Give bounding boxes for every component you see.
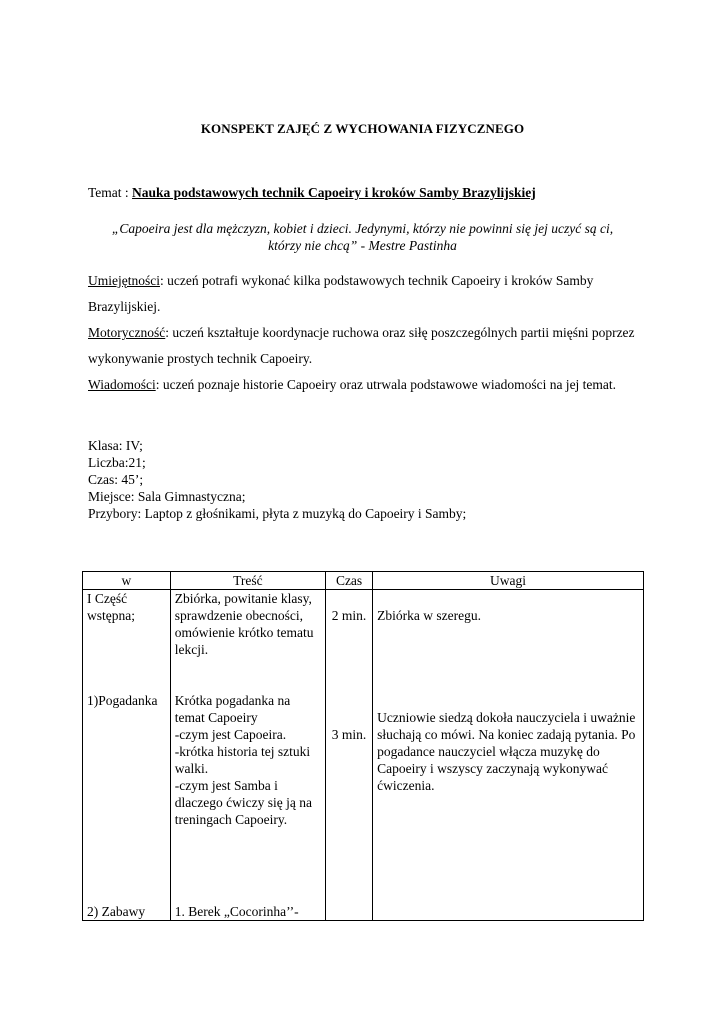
table-header-row: [83, 572, 644, 590]
row2-content-line: Krótka pogadanka na temat Capoeiry: [174, 693, 291, 725]
row2-time: 3 min.: [331, 727, 367, 742]
row2-content-line: -krótka historia tej sztuki walki.: [174, 744, 311, 776]
goal-motor-text: : uczeń kształtuje koordynacje ruchowa oraz siłę poszczególnych partii mięśni poprzez wykonywanie prostych technik Capoeiry.: [88, 325, 635, 366]
goal-skills-text: : uczeń potrafi wykonać kilka podstawowych technik Capoeiry i kroków Samby Brazylijskiej.: [88, 273, 594, 314]
row1-content: Zbiórka, powitanie klasy, sprawdzenie obecności, omówienie krótko tematu lekcji.: [174, 591, 314, 657]
info-class: Klasa: IV;: [88, 438, 143, 453]
header-time: Czas: [326, 572, 373, 590]
goal-skills-label: Umiejętności: [88, 273, 160, 288]
row3-content: 1. Berek „Cocorinha’’-: [174, 904, 299, 919]
row2-content-line: -czym jest Samba i dlaczego ćwiczy się ją na treningach Capoeiry.: [174, 778, 312, 827]
topic-value: Nauka podstawowych technik Capoeiry i kroków Samby Brazylijskiej: [132, 185, 536, 200]
motto-quote: [80, 220, 645, 254]
header-content: Treść: [170, 572, 325, 590]
row1-time: 2 min.: [331, 608, 367, 623]
row2-content-line: -czym jest Capoeira.: [174, 727, 287, 742]
quote-line-2: którzy nie chcą” - Mestre Pastinha: [268, 238, 457, 253]
goal-knowledge-text: : uczeń poznaje historie Capoeiry oraz utrwala podstawowe wiadomości na jej temat.: [155, 377, 617, 392]
goal-motor-label: Motoryczność: [88, 325, 166, 340]
document-title: KONSPEKT ZAJĘĆ Z WYCHOWANIA FIZYCZNEGO: [200, 121, 525, 136]
row3-part: 2) Zabawy: [87, 904, 146, 919]
lesson-info: [88, 437, 466, 522]
notes-cells: [373, 590, 644, 921]
info-equipment: Przybory: Laptop z głośnikami, płyta z muzyką do Capoeiry i Samby;: [88, 506, 467, 521]
quote-line-1: „Capoeira jest dla mężczyzn, kobiet i dzieci. Jedynymi, którzy nie powinni się jej uczyć są ci,: [111, 221, 614, 236]
goal-motor: [88, 320, 648, 372]
time-cells: [326, 590, 373, 921]
row1-part: I Część wstępna;: [87, 591, 135, 623]
info-place: Miejsce: Sala Gimnastyczna;: [88, 489, 246, 504]
header-part: w: [83, 572, 171, 590]
row2-content: [175, 692, 321, 903]
lesson-goals: [88, 268, 648, 398]
row-cells: [83, 590, 171, 921]
lesson-plan-table: [82, 571, 644, 921]
topic-line: [88, 185, 536, 201]
goal-knowledge: [88, 372, 648, 398]
topic-label: Temat :: [88, 185, 133, 200]
row1-notes: Zbiórka w szeregu.: [377, 608, 481, 623]
row2-part: 1)Pogadanka: [87, 693, 158, 708]
header-notes: Uwagi: [373, 572, 644, 590]
table-row: [83, 590, 644, 921]
row2-notes: Uczniowie siedzą dokoła nauczyciela i uważnie słuchają co mówi. Na koniec zadają pytania. Po pogadance nauczyciel włącza muzykę do Capoeiry i wszyscy zaczynają wykonywać ćwiczenia.: [377, 710, 636, 793]
info-count: Liczba:21;: [88, 455, 146, 470]
info-time: Czas: 45’;: [88, 472, 144, 487]
goal-knowledge-label: Wiadomości: [88, 377, 156, 392]
goal-skills: [88, 268, 648, 320]
content-cells: [170, 590, 325, 921]
